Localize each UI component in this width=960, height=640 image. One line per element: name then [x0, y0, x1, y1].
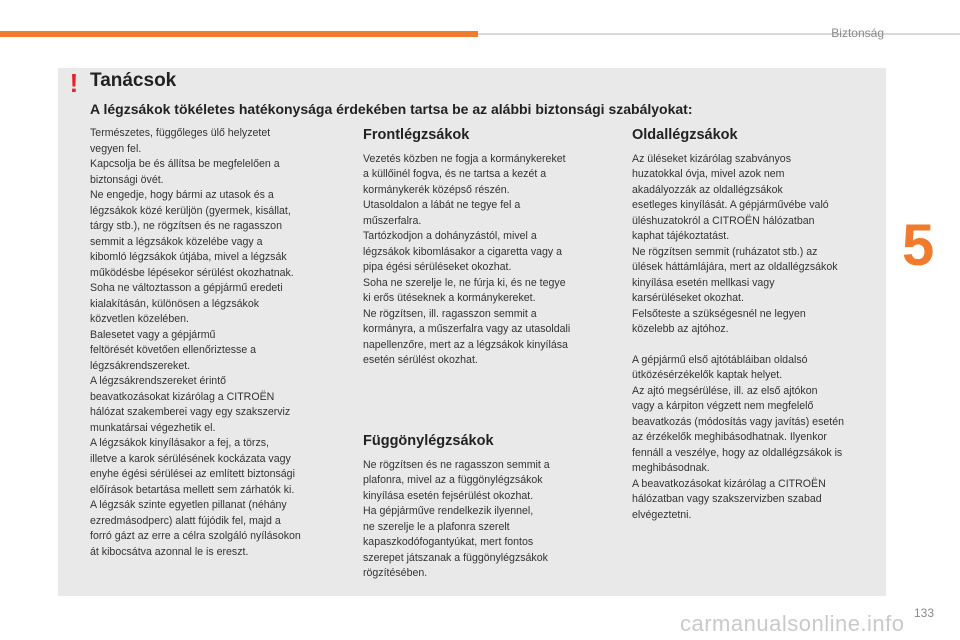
text-line: légzsákrendszereket.: [90, 359, 191, 372]
general-advice-column: [90, 126, 348, 560]
section-label: Biztonság: [831, 26, 884, 40]
text-line: vegyen fel.: [90, 142, 142, 155]
text-line: Ne rögzítsen és ne ragasszon semmit a: [363, 458, 550, 471]
text-line: ki erős ütéseknek a kormánykereket.: [363, 292, 536, 304]
text-line: ütközésérzékelők kaptak helyet.: [632, 369, 783, 381]
text-line: illetve a karok sérülésének kockázata vagy: [90, 452, 291, 465]
text-line: Soha ne változtasson a gépjármű eredeti: [90, 282, 283, 294]
text-line: működésbe lépésekor sérülést okozhatnak.: [90, 266, 294, 279]
text-line: A gépjármű első ajtótábláiban oldalsó: [632, 353, 808, 366]
text-line: feltörését követően ellenőriztesse a: [90, 344, 257, 356]
text-line: huzatokkal óvja, mivel azok nem: [632, 168, 785, 180]
chapter-number: 5: [902, 213, 935, 278]
text-line: kaphat tájékoztatást.: [632, 230, 730, 242]
text-line: közvetlen közelében.: [90, 313, 189, 325]
text-line: kinyílása esetén fejsérülést okozhat.: [363, 489, 534, 502]
text-line: szerepet játszanak a függönylégzsákok: [363, 551, 548, 564]
text-line: meghibásodnak.: [632, 462, 710, 474]
text-line: Az ajtó megsérülése, ill. az első ajtókon: [632, 384, 818, 397]
text-line: vagy a kárpiton végzett nem megfelelő: [632, 400, 814, 412]
lateral-airbags-section: [632, 128, 882, 523]
text-line: A beavatkozásokat kizárólag a CITROËN: [632, 477, 826, 490]
text-line: beavatkozás (módosítás vagy javítás) esetén: [632, 415, 844, 428]
curtain-airbags-section: [363, 434, 613, 582]
text-line: hálózat szakemberei vagy egy szakszerviz: [90, 406, 291, 418]
warning-exclamation-icon: !: [69, 68, 79, 98]
text-line: kormánykerék középső részén.: [363, 183, 510, 196]
text-line: beavatkozásokat kizárólag a CITROËN: [90, 390, 275, 403]
text-line: enyhe égési sérülései az említett biztonsági: [90, 468, 295, 480]
text-line: hálózatban vagy szakszervizben szabad: [632, 493, 822, 505]
text-line: üléshuzatokról a CITROËN hálózatban: [632, 214, 815, 227]
text-line: A légzsák szinte egyetlen pillanat (néhány: [90, 499, 287, 511]
lateral-airbags-text-b: [632, 353, 882, 524]
text-line: munkatársai végezhetik el.: [90, 421, 216, 434]
text-line: plafonra, mivel az a függönylégzsákok: [363, 474, 543, 486]
lateral-airbags-text-a: [632, 152, 882, 338]
text-line: ne szerelje le a plafonra szerelt: [363, 520, 510, 533]
text-line: esetleges kinyílását. A gépjárművébe való: [632, 199, 829, 211]
text-line: Utasoldalon a lábát ne tegye fel a: [363, 199, 521, 211]
panel-subtitle: A légzsákok tökéletes hatékonysága érdekében tartsa be az alábbi biztonsági szabályokat:: [90, 101, 693, 117]
frontal-airbags-section: [363, 128, 613, 369]
text-line: A légzsákok kinyílásakor a fej, a törzs,: [90, 437, 269, 449]
header-rule: [478, 33, 960, 35]
text-line: kapaszkodófogantyúkat, mert fontos: [363, 536, 534, 548]
frontal-airbags-heading: Frontlégzsákok: [363, 127, 470, 143]
text-line: Balesetet vagy a gépjármű: [90, 328, 216, 341]
text-line: ezredmásodperc) alatt fújódik fel, majd a: [90, 514, 281, 527]
text-line: tárgy stb.), ne rögzítsen és ne ragasszon: [90, 220, 282, 232]
text-line: közelebb az ajtóhoz.: [632, 323, 729, 335]
text-line: Kapcsolja be és állítsa be megfelelően a: [90, 158, 280, 170]
text-line: elvégeztetni.: [632, 508, 692, 521]
lateral-airbags-heading: Oldallégzsákok: [632, 127, 738, 143]
text-line: a küllőinél fogva, és ne tartsa a kezét a: [363, 168, 547, 180]
text-line: rögzítésében.: [363, 567, 428, 579]
text-line: ülések háttámlájára, mert az oldallégzsákok: [632, 261, 838, 273]
text-line: pipa égési sérüléseket okozhat.: [363, 261, 512, 273]
text-line: kialakításán, különösen a légzsákok: [90, 297, 260, 310]
text-line: az érzékelők meghibásodhatnak. Ilyenkor: [632, 431, 827, 443]
watermark: carmanualsonline.info: [680, 611, 905, 636]
text-line: műszerfalra.: [363, 214, 422, 227]
text-line: kibomló légzsákok útjába, mivel a légzsák: [90, 251, 287, 263]
text-line: Ha gépjárműve rendelkezik ilyennel,: [363, 505, 534, 517]
text-line: Vezetés közben ne fogja a kormánykereket: [363, 152, 566, 165]
curtain-airbags-text: [363, 458, 613, 582]
panel-title: Tanácsok: [90, 70, 177, 91]
text-line: akadályozzák az oldallégzsákok: [632, 183, 783, 196]
text-line: forró gázt az erre a célra szolgáló nyílásokon: [90, 530, 301, 542]
page-number: 133: [914, 606, 935, 620]
text-line: Tartózkodjon a dohányzástól, mivel a: [363, 230, 537, 242]
text-line: Természetes, függőleges ülő helyzetet: [90, 127, 271, 139]
text-line: előírások betartása mellett sem zárhatók ki.: [90, 483, 295, 496]
text-line: Ne engedje, hogy bármi az utasok és a: [90, 189, 274, 201]
text-line: Felsőteste a szükségesnél ne legyen: [632, 307, 806, 320]
header-accent-bar: [0, 31, 478, 37]
text-line: légzsákok kibomlásakor a cigaretta vagy a: [363, 245, 563, 258]
text-line: fennáll a veszélye, hogy az oldallégzsákok is: [632, 446, 843, 459]
text-line: napellenzőre, mert az a légzsákok kinyílása: [363, 338, 568, 351]
text-line: át kibocsátva azonnal le is ereszt.: [90, 545, 249, 558]
text-line: Ne rögzítsen semmit (ruházatot stb.) az: [632, 245, 818, 258]
text-line: A légzsákrendszereket érintő: [90, 375, 227, 387]
text-line: kormányra, a műszerfalra vagy az utasoldali: [363, 323, 571, 335]
text-line: kinyílása esetén mellkasi vagy: [632, 276, 775, 289]
text-line: esetén sérülést okozhat.: [363, 354, 478, 366]
text-line: légzsákok közé kerüljön (gyermek, kisállat,: [90, 204, 291, 217]
text-line: Soha ne szerelje le, ne fúrja ki, és ne tegye: [363, 276, 566, 289]
curtain-airbags-heading: Függönylégzsákok: [363, 433, 494, 449]
text-line: biztonsági övét.: [90, 173, 164, 186]
frontal-airbags-text: [363, 152, 613, 369]
text-line: karsérüléseket okozhat.: [632, 292, 744, 304]
text-line: Ne rögzítsen, ill. ragasszon semmit a: [363, 307, 537, 320]
text-line: Az üléseket kizárólag szabványos: [632, 152, 791, 165]
text-line: semmit a légzsákok közelébe vagy a: [90, 235, 263, 248]
